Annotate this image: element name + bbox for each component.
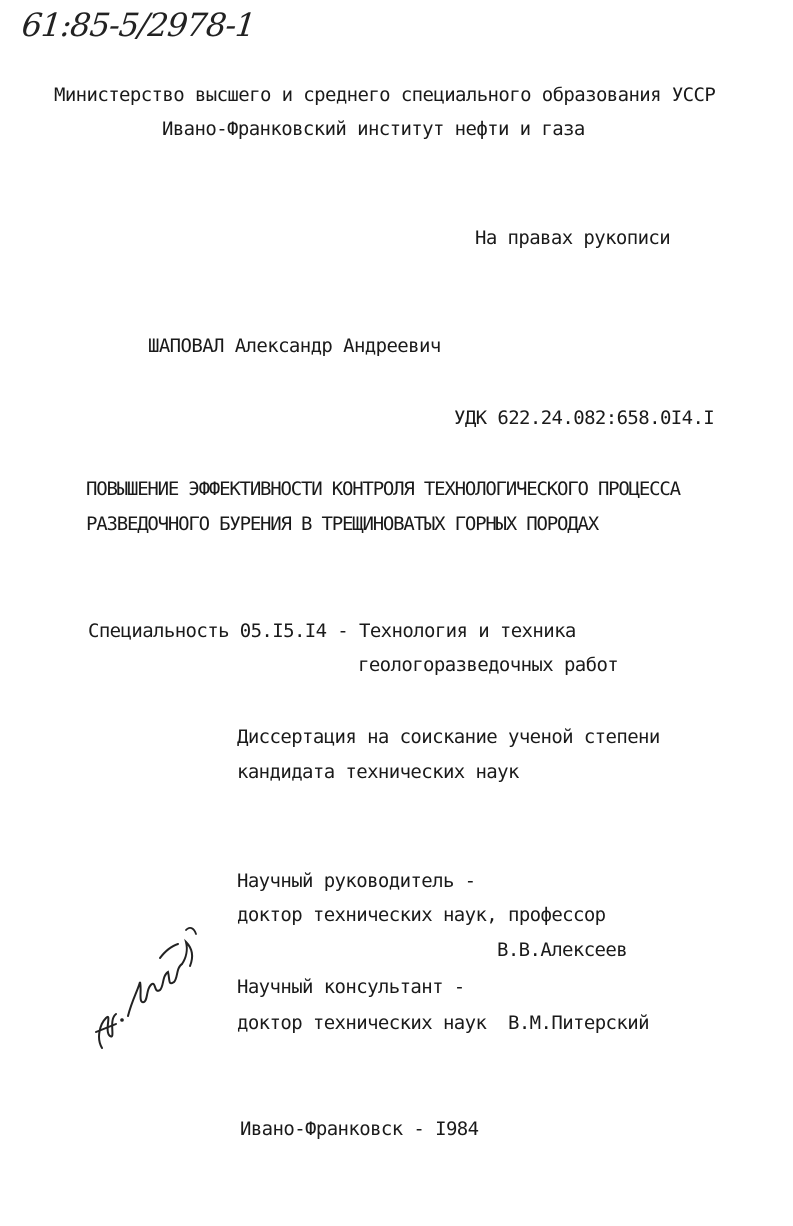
consultant-label: Научный консультант - bbox=[237, 976, 465, 998]
ministry-line: Министерство высшего и среднего специального образования УССР bbox=[54, 84, 716, 106]
dissertation-line-2: кандидата технических наук bbox=[237, 761, 519, 783]
place-and-year: Ивано-Франковск - I984 bbox=[240, 1118, 479, 1140]
institute-line: Ивано-Франковский институт нефти и газа bbox=[162, 118, 585, 140]
handwritten-archive-code: 61:85-5/2978-1 bbox=[20, 6, 257, 44]
title-line-2: РАЗВЕДОЧНОГО БУРЕНИЯ В ТРЕЩИНОВАТЫХ ГОРНЫХ ПОРОДАХ bbox=[86, 513, 598, 535]
specialty-line-2: геологоразведочных работ bbox=[358, 654, 619, 676]
manuscript-rights: На правах рукописи bbox=[475, 227, 671, 249]
consultant-title: доктор технических наук bbox=[237, 1012, 487, 1034]
title-line-1: ПОВЫШЕНИЕ ЭФФЕКТИВНОСТИ КОНТРОЛЯ ТЕХНОЛОГИЧЕСКОГО ПРОЦЕССА bbox=[86, 478, 680, 500]
supervisor-label: Научный руководитель - bbox=[237, 870, 476, 892]
udc-code: УДК 622.24.082:658.0I4.I bbox=[454, 407, 715, 429]
specialty-line-1: Специальность 05.I5.I4 - Технология и техника bbox=[88, 620, 576, 642]
handwritten-signature bbox=[82, 920, 212, 1060]
dissertation-line-1: Диссертация на соискание ученой степени bbox=[237, 726, 660, 748]
supervisor-name: В.В.Алексеев bbox=[497, 939, 628, 961]
author-name: ШАПОВАЛ Александр Андреевич bbox=[148, 335, 441, 357]
consultant-name: В.М.Питерский bbox=[508, 1012, 649, 1034]
supervisor-title: доктор технических наук, профессор bbox=[237, 904, 606, 926]
